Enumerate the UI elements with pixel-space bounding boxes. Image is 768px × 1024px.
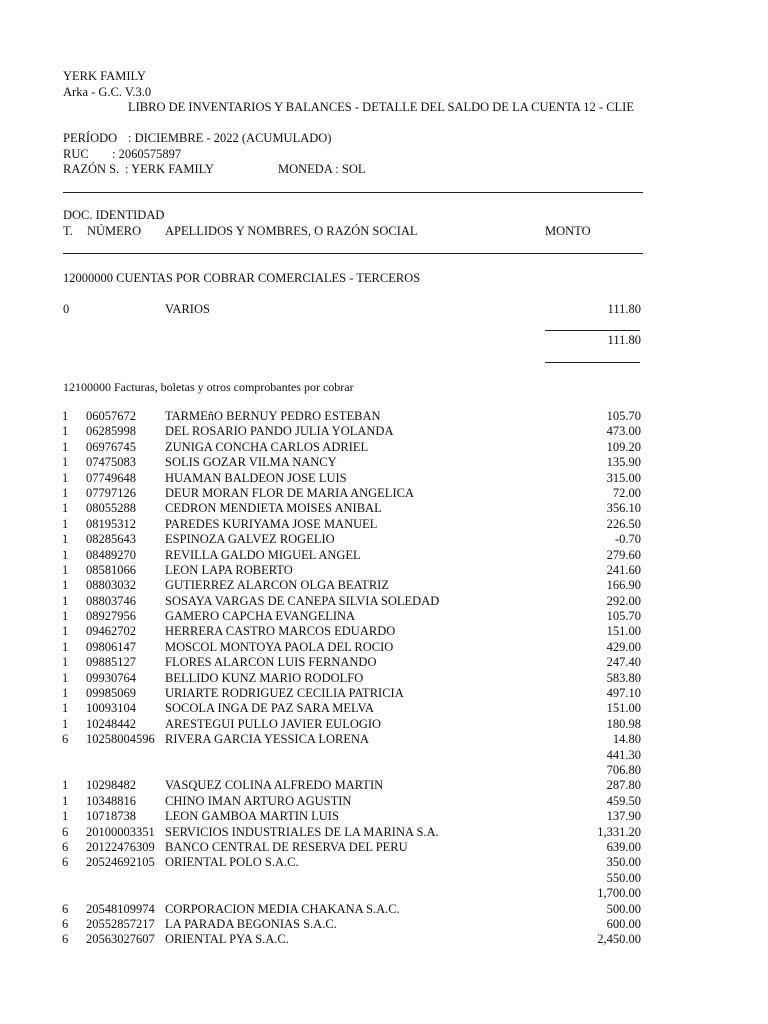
row-numero: 07749648 (86, 470, 136, 485)
table-row (0, 932, 768, 947)
company-name: YERK FAMILY (63, 69, 146, 83)
row-name: BANCO CENTRAL DE RESERVA DEL PERU (165, 839, 408, 854)
row-numero: 09806147 (86, 639, 136, 654)
row-amount: 279.60 (606, 547, 641, 562)
row-numero: 09885127 (86, 655, 136, 670)
row-amount: 137.90 (606, 809, 641, 824)
table-row (0, 548, 768, 563)
row-t: 6 (62, 855, 69, 870)
table-row (0, 563, 768, 578)
row-t: 1 (62, 624, 69, 639)
table-row (0, 794, 768, 809)
doc-identidad-header: DOC. IDENTIDAD (63, 208, 165, 222)
row-t: 1 (62, 701, 69, 716)
row-numero: 20552857217 (86, 916, 155, 931)
row-name: CHINO IMAN ARTURO AGUSTIN (165, 793, 352, 808)
table-row (0, 624, 768, 639)
row-amount: 135.90 (606, 455, 641, 470)
row-amount: 429.00 (606, 639, 641, 654)
row-t: 1 (62, 686, 69, 701)
row-amount: 356.10 (606, 501, 641, 516)
row-name: SOLIS GOZAR VILMA NANCY (165, 455, 337, 470)
row-numero: 08055288 (86, 501, 136, 516)
row-name: SOSAYA VARGAS DE CANEPA SILVIA SOLEDAD (165, 593, 440, 608)
row-amount: 247.40 (606, 655, 641, 670)
row-amount: 72.00 (612, 485, 641, 500)
row-numero: 20524692105 (86, 855, 155, 870)
row-t: 1 (62, 470, 69, 485)
numero-column-header: NÚMERO (87, 224, 142, 238)
table-row (0, 855, 768, 870)
row-amount: 166.90 (606, 578, 641, 593)
row-name: SERVICIOS INDUSTRIALES DE LA MARINA S.A. (165, 824, 439, 839)
detail-rows (0, 409, 768, 948)
row-t: 1 (62, 501, 69, 516)
row-t: 1 (62, 409, 69, 423)
periodo-value: : DICIEMBRE - 2022 (ACUMULADO) (128, 131, 332, 145)
row-name: FLORES ALARCON LUIS FERNANDO (165, 655, 377, 670)
row-amount: 111.80 (607, 302, 641, 316)
table-row (0, 517, 768, 532)
row-numero: 09985069 (86, 686, 136, 701)
row-amount: 583.80 (606, 670, 641, 685)
row-numero: 10718738 (86, 809, 136, 824)
table-row (0, 917, 768, 932)
table-row (0, 594, 768, 609)
row-name: SOCOLA INGA DE PAZ SARA MELVA (165, 701, 374, 716)
row-amount: 180.98 (606, 716, 641, 731)
row-numero: 20548109974 (86, 901, 155, 916)
table-row (0, 424, 768, 439)
row-amount: 105.70 (606, 609, 641, 624)
row-t: 1 (62, 516, 69, 531)
row-t: 1 (62, 485, 69, 500)
row-name: RIVERA GARCIA YESSICA LORENA (165, 732, 370, 747)
row-t: 1 (62, 716, 69, 731)
row-name: DEL ROSARIO PANDO JULIA YOLANDA (165, 424, 394, 439)
row-t: 1 (62, 424, 69, 439)
table-row (0, 578, 768, 593)
table-row (0, 455, 768, 470)
table-row (0, 655, 768, 670)
row-amount: 151.00 (606, 624, 641, 639)
row-t: 6 (62, 932, 69, 947)
table-row (0, 732, 768, 747)
row-amount: 497.10 (606, 686, 641, 701)
table-row (0, 748, 768, 763)
table-row (0, 701, 768, 716)
row-name: GAMERO CAPCHA EVANGELINA (165, 609, 356, 624)
row-amount: -0.70 (614, 532, 641, 547)
row-t: 6 (62, 901, 69, 916)
row-amount: 473.00 (606, 424, 641, 439)
row-name: ORIENTAL PYA S.A.C. (165, 932, 289, 947)
ruc-value: : 2060575897 (112, 147, 182, 161)
row-numero: 08195312 (86, 516, 136, 531)
row-name: MOSCOL MONTOYA PAOLA DEL ROCIO (165, 639, 394, 654)
monto-column-header: MONTO (545, 224, 591, 238)
row-t: 1 (62, 655, 69, 670)
row-numero: 20122476309 (86, 839, 155, 854)
row-t: 1 (62, 609, 69, 624)
row-name: LEON GAMBOA MARTIN LUIS (165, 809, 339, 824)
row-amount: 2,450.00 (597, 932, 641, 947)
moneda: MONEDA : SOL (278, 162, 366, 176)
table-row (0, 886, 768, 901)
row-t: 1 (62, 809, 69, 824)
row-numero: 08581066 (86, 562, 136, 577)
row-amount: 241.60 (606, 562, 641, 577)
row-numero: 08927956 (86, 609, 136, 624)
table-row (0, 640, 768, 655)
row-numero: 10248442 (86, 716, 136, 731)
row-t: 1 (62, 778, 69, 793)
table-row (0, 501, 768, 516)
row-numero: 07475083 (86, 455, 136, 470)
row-t: 1 (62, 793, 69, 808)
row-amount: 1,331.20 (597, 824, 641, 839)
table-row (0, 763, 768, 778)
row-name: HUAMAN BALDEON JOSE LUIS (165, 470, 347, 485)
row-t: 1 (62, 439, 69, 454)
row-amount: 109.20 (606, 439, 641, 454)
table-row (0, 840, 768, 855)
row-amount: 500.00 (606, 901, 641, 916)
row-amount: 441.30 (606, 747, 641, 762)
table-row (0, 532, 768, 547)
table-row (0, 671, 768, 686)
razon-label: RAZÓN S. (63, 162, 120, 176)
row-t: 1 (62, 455, 69, 470)
row-t: 6 (62, 839, 69, 854)
row-name: DEUR MORAN FLOR DE MARIA ANGELICA (165, 485, 414, 500)
row-numero: 20100003351 (86, 824, 155, 839)
row-name: VASQUEZ COLINA ALFREDO MARTIN (165, 778, 384, 793)
row-amount: 600.00 (606, 916, 641, 931)
row-amount: 105.70 (606, 409, 641, 423)
header-divider (63, 192, 643, 193)
row-t: 1 (62, 593, 69, 608)
table-row (0, 778, 768, 793)
row-numero: 08285643 (86, 532, 136, 547)
row-amount: 459.50 (606, 793, 641, 808)
row-name: CORPORACION MEDIA CHAKANA S.A.C. (165, 901, 400, 916)
row-name: CEDRON MENDIETA MOISES ANIBAL (165, 501, 382, 516)
row-amount: 14.80 (612, 732, 641, 747)
row-name: ESPINOZA GALVEZ ROGELIO (165, 532, 335, 547)
row-name: PAREDES KURIYAMA JOSE MANUEL (165, 516, 378, 531)
row-numero: 10298482 (86, 778, 136, 793)
row-name: URIARTE RODRIGUEZ CECILIA PATRICIA (165, 686, 404, 701)
row-name: LA PARADA BEGONIAS S.A.C. (165, 916, 337, 931)
software-version: Arka - G.C. V.3.0 (63, 85, 152, 99)
row-numero: 09462702 (86, 624, 136, 639)
row-name: VARIOS (165, 302, 210, 316)
section-title: 12100000 Facturas, boletas y otros comprobantes por cobrar (63, 380, 354, 394)
row-t: 1 (62, 639, 69, 654)
table-row (0, 486, 768, 501)
row-numero: 10093104 (86, 701, 136, 716)
row-t: 1 (62, 547, 69, 562)
row-t: 1 (62, 670, 69, 685)
row-t: 6 (62, 732, 69, 747)
table-row (0, 717, 768, 732)
row-amount: 350.00 (606, 855, 641, 870)
row-amount: 292.00 (606, 593, 641, 608)
report-title: LIBRO DE INVENTARIOS Y BALANCES - DETALLE DEL SALDO DE LA CUENTA 12 - CLIE (128, 100, 634, 114)
ruc-label: RUC (63, 147, 89, 161)
table-row (0, 871, 768, 886)
table-row (0, 440, 768, 455)
row-numero: 10258004596 (86, 732, 155, 747)
table-row (0, 471, 768, 486)
row-t: 1 (62, 532, 69, 547)
periodo-label: PERÍODO (63, 131, 118, 145)
row-amount: 287.80 (606, 778, 641, 793)
row-t: 6 (62, 824, 69, 839)
t-column-header: T. (63, 224, 73, 238)
row-numero: 06285998 (86, 424, 136, 439)
razon-value: : YERK FAMILY (125, 162, 215, 176)
row-name: BELLIDO KUNZ MARIO RODOLFO (165, 670, 364, 685)
row-t: 6 (62, 916, 69, 931)
table-row (0, 686, 768, 701)
row-amount: 1,700.00 (597, 886, 641, 901)
row-numero: 08803746 (86, 593, 136, 608)
row-t: 1 (62, 562, 69, 577)
columns-divider (63, 253, 643, 254)
row-name: ZUNIGA CONCHA CARLOS ADRIEL (165, 439, 369, 454)
row-numero: 08803032 (86, 578, 136, 593)
row-numero: 20563027607 (86, 932, 155, 947)
row-amount: 706.80 (606, 762, 641, 777)
row-name: ORIENTAL POLO S.A.C. (165, 855, 299, 870)
table-row (0, 609, 768, 624)
row-amount: 151.00 (606, 701, 641, 716)
row-t: 1 (62, 578, 69, 593)
row-amount: 226.50 (606, 516, 641, 531)
row-name: LEON LAPA ROBERTO (165, 562, 293, 577)
row-numero: 07797126 (86, 485, 136, 500)
table-row (0, 809, 768, 824)
row-numero: 08489270 (86, 547, 136, 562)
row-amount: 639.00 (606, 839, 641, 854)
row-t: 0 (63, 302, 70, 316)
row-numero: 10348816 (86, 793, 136, 808)
row-name: ARESTEGUI PULLO JAVIER EULOGIO (165, 716, 382, 731)
row-name: TARMEñO BERNUY PEDRO ESTEBAN (165, 409, 381, 423)
row-name: HERRERA CASTRO MARCOS EDUARDO (165, 624, 396, 639)
row-amount: 550.00 (606, 870, 641, 885)
row-amount: 315.00 (606, 470, 641, 485)
row-numero: 09930764 (86, 670, 136, 685)
table-row (0, 902, 768, 917)
row-numero: 06057672 (86, 409, 136, 423)
row-name: REVILLA GALDO MIGUEL ANGEL (165, 547, 361, 562)
nombre-column-header: APELLIDOS Y NOMBRES, O RAZÓN SOCIAL (165, 224, 418, 238)
row-numero: 06976745 (86, 439, 136, 454)
section-subtotal: 111.80 (607, 333, 641, 347)
subtotal-rule (545, 330, 640, 331)
section-title: 12000000 CUENTAS POR COBRAR COMERCIALES - TERCEROS (63, 271, 421, 285)
row-name: GUTIERREZ ALARCON OLGA BEATRIZ (165, 578, 389, 593)
table-row (0, 409, 768, 424)
subtotal-rule-bottom (545, 362, 640, 363)
table-row (0, 825, 768, 840)
